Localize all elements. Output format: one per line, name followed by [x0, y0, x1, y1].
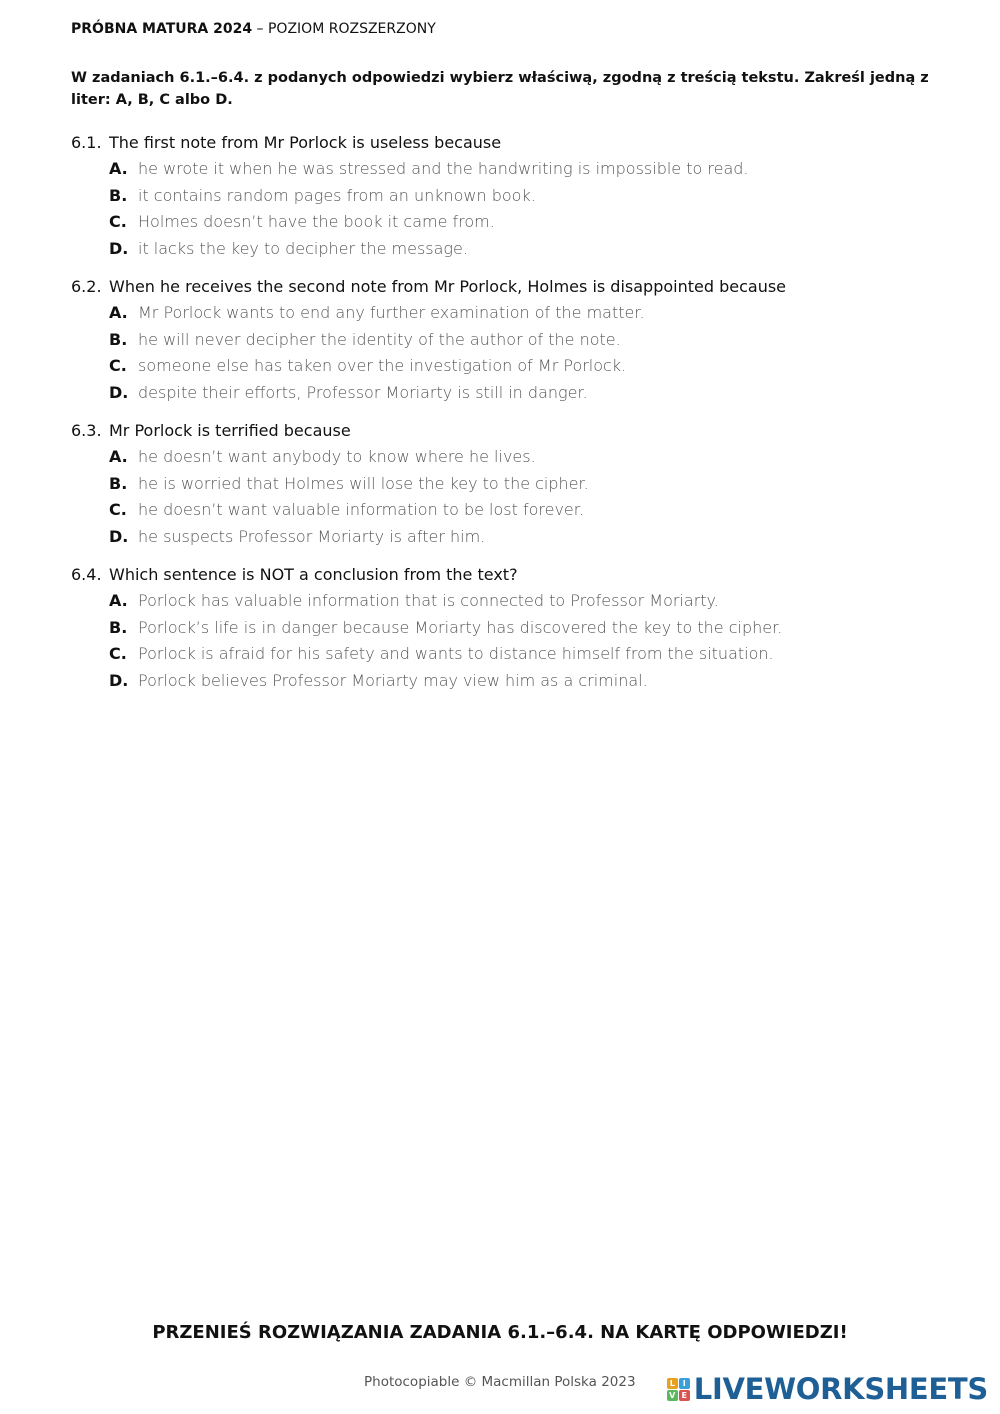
answer-option-b[interactable] — [71, 327, 971, 354]
answer-option-c[interactable] — [71, 497, 971, 524]
answer-option-b[interactable] — [71, 615, 971, 642]
logo-square-l: L — [667, 1378, 678, 1389]
question-stem — [71, 418, 971, 444]
question-text: When he receives the second note from Mr Porlock, Holmes is disappointed because — [109, 277, 787, 296]
question-number: 6.3. — [71, 421, 102, 440]
option-text: Porlock’s life is in danger because Moriarty has discovered the key to the cipher. — [138, 617, 783, 637]
question-list — [71, 130, 971, 706]
option-text: it lacks the key to decipher the message. — [138, 238, 468, 258]
option-letter[interactable]: A. — [109, 159, 128, 178]
answer-option-b[interactable] — [71, 183, 971, 210]
answer-option-c[interactable] — [71, 641, 971, 668]
brand-name: LIVEWORKSHEETS — [693, 1372, 988, 1406]
option-text: it contains random pages from an unknown book. — [138, 185, 536, 205]
answer-option-d[interactable] — [71, 380, 971, 407]
logo-square-v: V — [667, 1390, 678, 1401]
header-title-bold: PRÓBNA MATURA 2024 — [71, 21, 253, 37]
answer-option-d[interactable] — [71, 668, 971, 695]
question-text: The first note from Mr Porlock is useless because — [109, 133, 502, 152]
question-6-2 — [71, 274, 971, 406]
answer-option-a[interactable] — [71, 588, 971, 615]
option-letter[interactable]: B. — [109, 617, 128, 637]
answer-option-d[interactable] — [71, 524, 971, 551]
option-letter[interactable]: B. — [109, 185, 128, 205]
option-text: Porlock believes Professor Moriarty may view him as a criminal. — [138, 670, 648, 690]
answer-option-a[interactable] — [71, 300, 971, 327]
option-text: he is worried that Holmes will lose the key to the cipher. — [138, 473, 589, 493]
answer-option-b[interactable] — [71, 471, 971, 498]
option-text: he suspects Professor Moriarty is after him. — [138, 526, 486, 546]
option-letter[interactable]: B. — [109, 473, 128, 493]
option-letter[interactable]: C. — [109, 356, 127, 375]
answer-option-a[interactable] — [71, 156, 971, 183]
answer-option-c[interactable] — [71, 353, 971, 380]
transfer-answers-note: PRZENIEŚ ROZWIĄZANIA ZADANIA 6.1.–6.4. NA KARTĘ ODPOWIEDZI! — [152, 1322, 848, 1343]
option-letter[interactable]: D. — [109, 382, 129, 402]
option-text: Mr Porlock wants to end any further examination of the matter. — [138, 303, 645, 322]
option-text: Porlock has valuable information that is connected to Professor Moriarty. — [138, 591, 719, 610]
option-letter[interactable]: A. — [109, 447, 128, 466]
option-text: Porlock is afraid for his safety and wants to distance himself from the situation. — [138, 644, 774, 663]
option-text: someone else has taken over the investigation of Mr Porlock. — [138, 356, 627, 375]
option-letter[interactable]: C. — [109, 644, 127, 663]
option-letter[interactable]: C. — [109, 500, 127, 519]
question-number: 6.4. — [71, 565, 102, 584]
question-stem — [71, 274, 971, 300]
option-letter[interactable]: D. — [109, 670, 129, 690]
answer-option-a[interactable] — [71, 444, 971, 471]
question-6-3 — [71, 418, 971, 550]
logo-squares-icon — [667, 1378, 690, 1401]
answer-option-c[interactable] — [71, 209, 971, 236]
option-text: despite their efforts, Professor Moriarty is still in danger. — [138, 382, 588, 402]
question-text: Which sentence is NOT a conclusion from the text? — [109, 565, 518, 584]
logo-square-e: E — [679, 1390, 690, 1401]
liveworksheets-logo[interactable] — [667, 1372, 988, 1406]
question-number: 6.1. — [71, 133, 102, 152]
question-number: 6.2. — [71, 277, 102, 296]
option-text: he doesn’t want anybody to know where he lives. — [138, 447, 536, 466]
question-text: Mr Porlock is terrified because — [109, 421, 351, 440]
task-instruction: W zadaniach 6.1.–6.4. z podanych odpowiedzi wybierz właściwą, zgodną z treścią tekstu. Zakreśl jedną z liter: A, B, C albo D. — [71, 70, 929, 108]
copyright-footer: Photocopiable © Macmillan Polska 2023 — [364, 1374, 636, 1390]
option-letter[interactable]: D. — [109, 526, 129, 546]
option-letter[interactable]: B. — [109, 329, 128, 349]
logo-square-i: I — [679, 1378, 690, 1389]
option-letter[interactable]: C. — [109, 212, 127, 231]
question-6-1 — [71, 130, 971, 262]
option-letter[interactable]: D. — [109, 238, 129, 258]
header-title-rest: – POZIOM ROZSZERZONY — [252, 21, 436, 37]
option-letter[interactable]: A. — [109, 591, 128, 610]
question-stem — [71, 130, 971, 156]
page-header — [71, 21, 436, 37]
option-text: Holmes doesn’t have the book it came from. — [138, 212, 495, 231]
answer-option-d[interactable] — [71, 236, 971, 263]
option-text: he wrote it when he was stressed and the handwriting is impossible to read. — [138, 159, 749, 178]
option-text: he doesn’t want valuable information to be lost forever. — [138, 500, 584, 519]
option-letter[interactable]: A. — [109, 303, 128, 322]
option-text: he will never decipher the identity of the author of the note. — [138, 329, 621, 349]
question-6-4 — [71, 562, 971, 694]
question-stem — [71, 562, 971, 588]
